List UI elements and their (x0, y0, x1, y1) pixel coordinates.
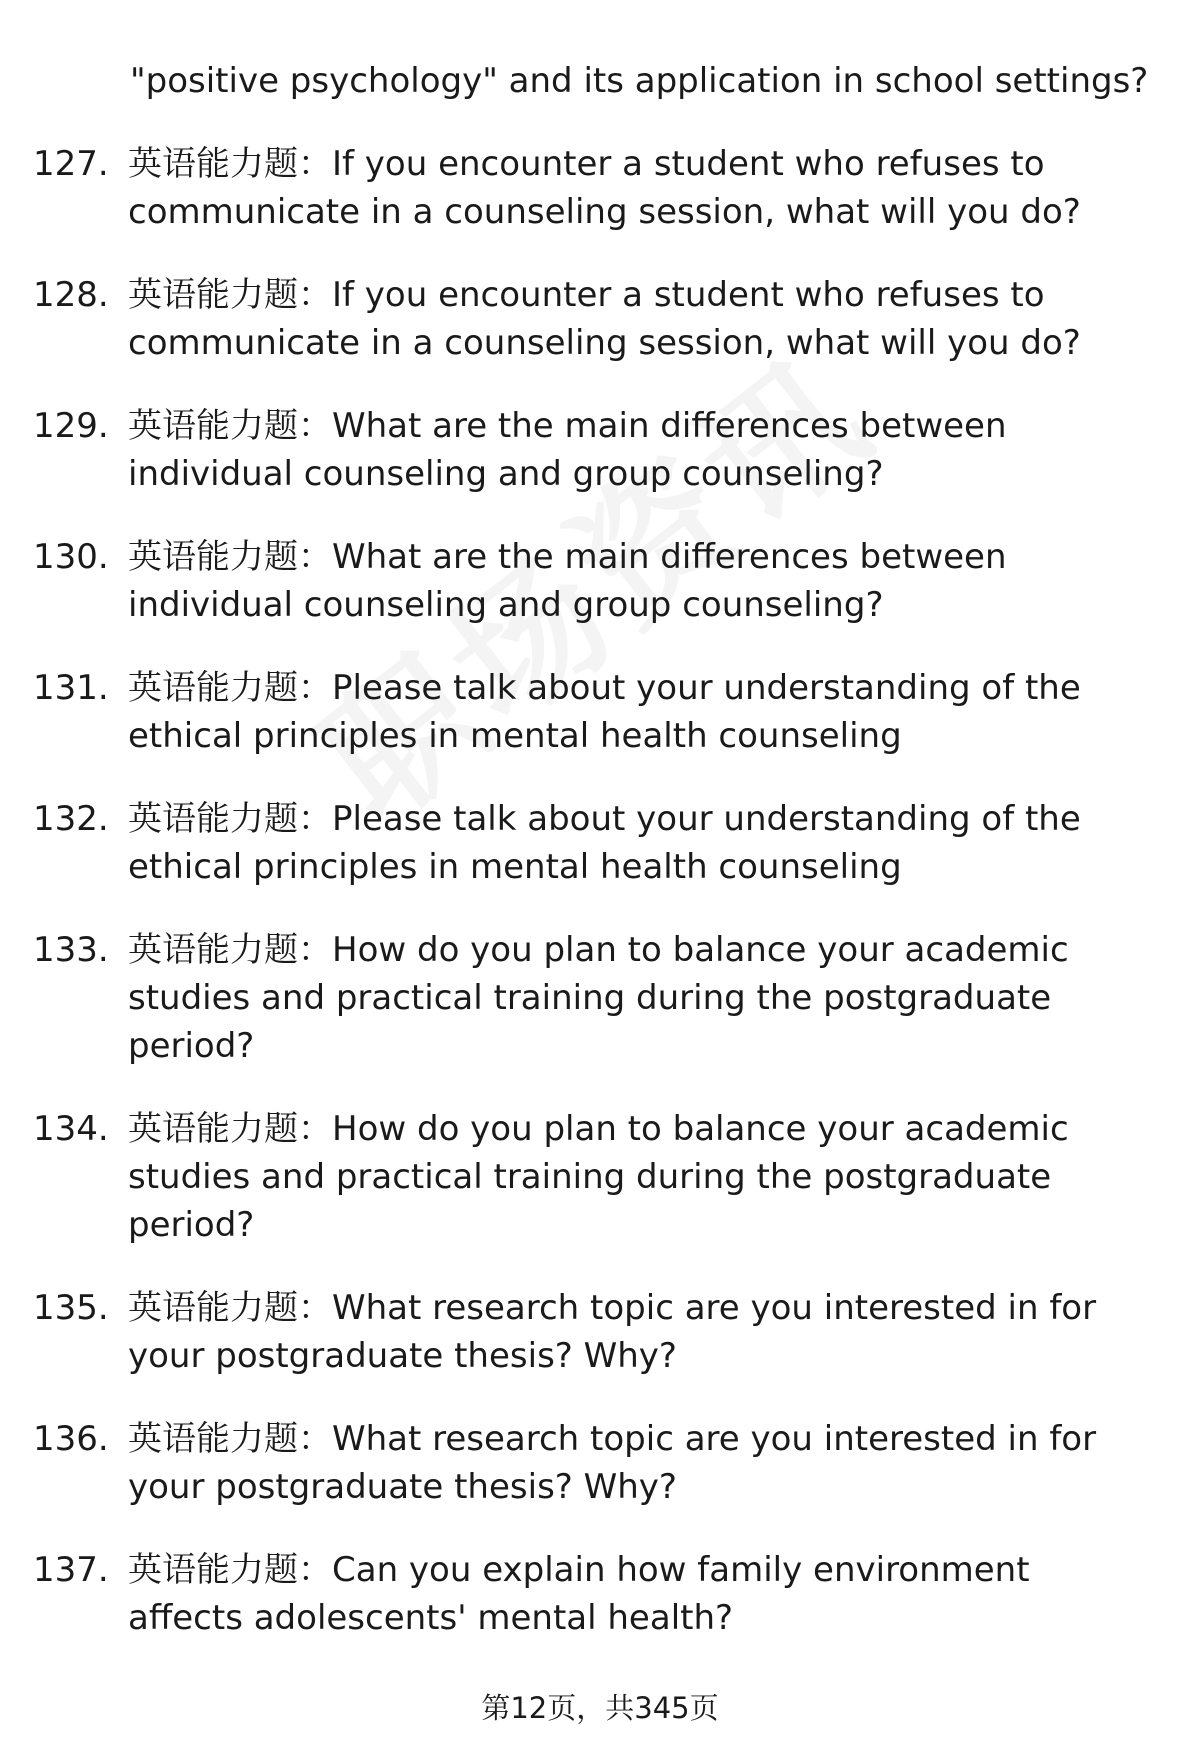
question-number: 131. (33, 668, 109, 708)
question-item (0, 271, 1200, 367)
question-item (0, 402, 1200, 498)
question-number: 135. (33, 1288, 109, 1328)
question-text: 英语能力题：What research topic are you interested in for your postgraduate thesis? Why? (128, 1419, 1097, 1507)
question-number: 132. (33, 799, 109, 839)
question-number: 129. (33, 406, 109, 446)
question-number: 136. (33, 1419, 109, 1459)
question-item (0, 1546, 1200, 1642)
question-list (0, 140, 1200, 1677)
question-text: 英语能力题：What are the main differences between individual counseling and group counseling? (128, 406, 1007, 494)
question-text: 英语能力题：If you encounter a student who refuses to communicate in a counseling session, what will you do? (128, 144, 1081, 232)
question-text: 英语能力题：How do you plan to balance your academic studies and practical training during the postgraduate period? (128, 1109, 1069, 1245)
question-item (0, 533, 1200, 629)
question-number: 130. (33, 537, 109, 577)
question-text: 英语能力题：Please talk about your understanding of the ethical principles in mental health counseling (128, 799, 1081, 887)
question-number: 134. (33, 1109, 109, 1149)
question-item (0, 664, 1200, 760)
question-text: 英语能力题：What research topic are you interested in for your postgraduate thesis? Why? (128, 1288, 1097, 1376)
question-text: 英语能力题：Please talk about your understanding of the ethical principles in mental health counseling (128, 668, 1081, 756)
question-number: 127. (33, 144, 109, 184)
question-text: 英语能力题：What are the main differences between individual counseling and group counseling? (128, 537, 1007, 625)
question-item (0, 795, 1200, 891)
question-number: 133. (33, 930, 109, 970)
question-text: 英语能力题：If you encounter a student who refuses to communicate in a counseling session, what will you do? (128, 275, 1081, 363)
question-number: 137. (33, 1550, 109, 1590)
question-number: 128. (33, 275, 109, 315)
question-text: 英语能力题：Can you explain how family environment affects adolescents' mental health? (128, 1550, 1030, 1638)
question-item (0, 140, 1200, 236)
continued-question-text: "positive psychology" and its application in school settings? (130, 61, 1149, 101)
page-footer: 第12页，共345页 (481, 1691, 719, 1725)
question-item (0, 1284, 1200, 1380)
question-text: 英语能力题：How do you plan to balance your academic studies and practical training during the postgraduate period? (128, 930, 1069, 1066)
question-item (0, 926, 1200, 1070)
question-item (0, 1105, 1200, 1249)
question-item (0, 1415, 1200, 1511)
